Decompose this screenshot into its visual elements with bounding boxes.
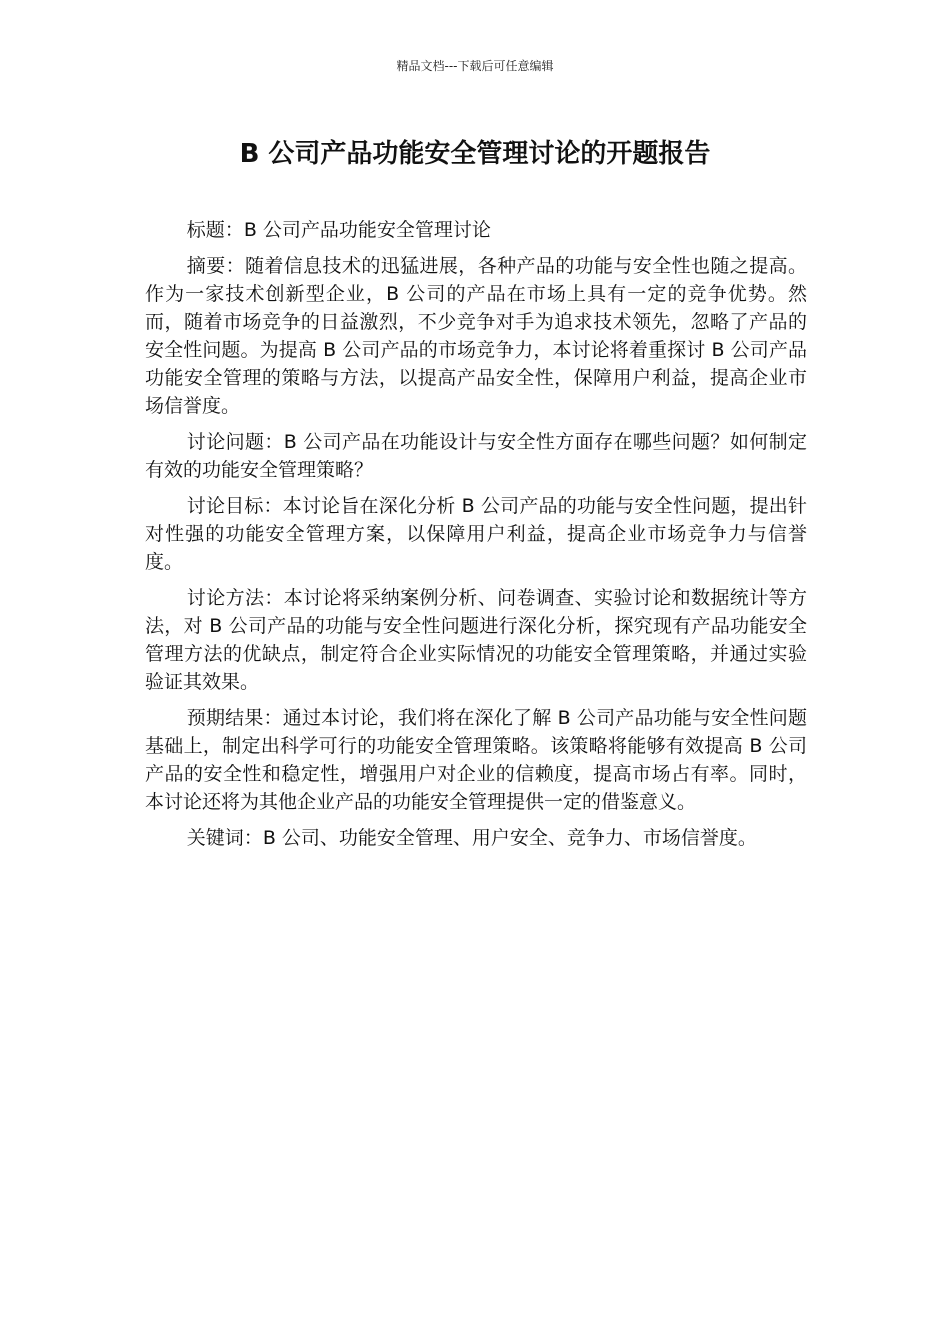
header-note: 精品文档---下载后可任意编辑 [396,59,554,73]
document-title: B 公司产品功能安全管理讨论的开题报告 [239,139,711,169]
section-keywords-paragraph [145,824,807,852]
section-label: 预期结果： [186,707,283,729]
section-text: 通过本讨论，我们将在深化了解 B 公司产品功能与安全性问题基础上，制定出科学可行的功能安全管理策略。该策略将能够有效提高 B 公司产品的安全性和稳定性，增强用户对企业的信赖度，提高市场占有率。同时，本讨论还将为其他企业产品的功能安全管理提供一定的借鉴意义。 [145,707,807,813]
section-title-paragraph [145,216,807,244]
section-label: 摘要： [186,255,245,277]
section-expected-result-paragraph [145,704,807,816]
section-goal-paragraph [145,492,807,576]
section-text: 本讨论旨在深化分析 B 公司产品的功能与安全性问题，提出针对性强的功能安全管理方案，以保障用户利益，提高企业市场竞争力与信誉度。 [145,495,807,573]
section-text: B 公司、功能安全管理、用户安全、竞争力、市场信誉度。 [262,827,757,849]
section-label: 讨论目标： [186,495,283,517]
section-text: B 公司产品功能安全管理讨论 [243,219,491,241]
section-question-paragraph [145,428,807,484]
section-label: 关键词： [186,827,263,849]
section-method-paragraph [145,584,807,696]
section-text: B 公司产品在功能设计与安全性方面存在哪些问题？如何制定有效的功能安全管理策略？ [145,431,807,481]
section-label: 讨论问题： [186,431,284,453]
section-abstract-paragraph [145,252,807,420]
section-label: 讨论方法： [186,587,284,609]
document-body [145,216,807,860]
section-label: 标题： [186,219,244,241]
section-text: 随着信息技术的迅猛进展，各种产品的功能与安全性也随之提高。作为一家技术创新型企业，B 公司的产品在市场上具有一定的竞争优势。然而，随着市场竞争的日益激烈，不少竞争对手为追求技术领先，忽略了产品的安全性问题。为提高 B 公司产品的市场竞争力，本讨论将着重探讨 B 公司产品功能安全管理的策略与方法，以提高产品安全性，保障用户利益，提高企业市场信誉度。 [145,255,807,417]
section-text: 本讨论将采纳案例分析、问卷调查、实验讨论和数据统计等方法，对 B 公司产品的功能与安全性问题进行深化分析，探究现有产品功能安全管理方法的优缺点，制定符合企业实际情况的功能安全管理策略，并通过实验验证其效果。 [145,587,807,693]
